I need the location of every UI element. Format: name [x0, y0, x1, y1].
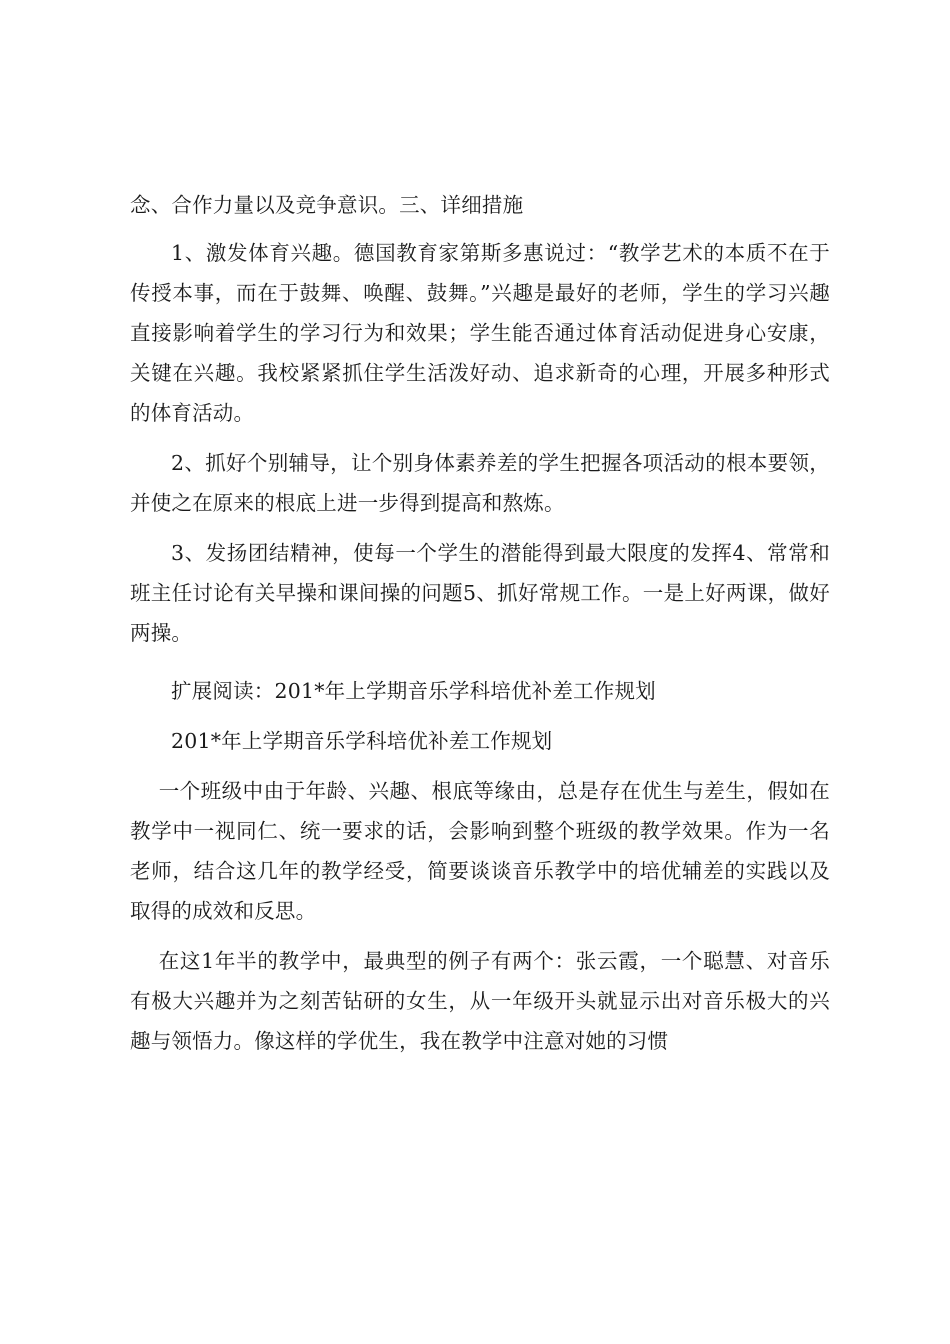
paragraph-measure-3: 3、发扬团结精神，使每一个学生的潜能得到最大限度的发挥4、常常和班主任讨论有关早操和课间操的问题5、抓好常规工作。一是上好两课，做好两操。 [130, 541, 830, 645]
paragraph-intro-continuation: 念、合作力量以及竞争意识。三、详细措施 [130, 193, 524, 217]
paragraph-plan-example: 在这1年半的教学中，最典型的例子有两个：张云霞，一个聪慧、对音乐有极大兴趣并为之刻苦钻研的女生，从一年级开头就显示出对音乐极大的兴趣与领悟力。像这样的学优生，我在教学中注意对她的习惯 [130, 949, 830, 1053]
document-body [130, 185, 830, 1071]
paragraph-measure-2: 2、抓好个别辅导，让个别身体素养差的学生把握各项活动的根本要领，并使之在原来的根底上进一步得到提高和熬炼。 [130, 451, 830, 515]
paragraph-plan-intro: 一个班级中由于年龄、兴趣、根底等缘由，总是存在优生与差生，假如在教学中一视同仁、统一要求的话，会影响到整个班级的教学效果。作为一名老师，结合这几年的教学经受，简要谈谈音乐教学中的培优辅差的实践以及取得的成效和反思。 [130, 779, 830, 923]
plan-title: 201*年上学期音乐学科培优补差工作规划 [171, 729, 553, 753]
extended-reading-heading: 扩展阅读：201*年上学期音乐学科培优补差工作规划 [171, 679, 656, 703]
paragraph-measure-1: 1、激发体育兴趣。德国教育家第斯多惠说过：“教学艺术的本质不在于传授本事，而在于鼓舞、唤醒、鼓舞。”兴趣是最好的老师，学生的学习兴趣直接影响着学生的学习行为和效果；学生能否通过体育活动促进身心安康，关键在兴趣。我校紧紧抓住学生活泼好动、追求新奇的心理，开展多种形式的体育活动。 [130, 241, 830, 425]
